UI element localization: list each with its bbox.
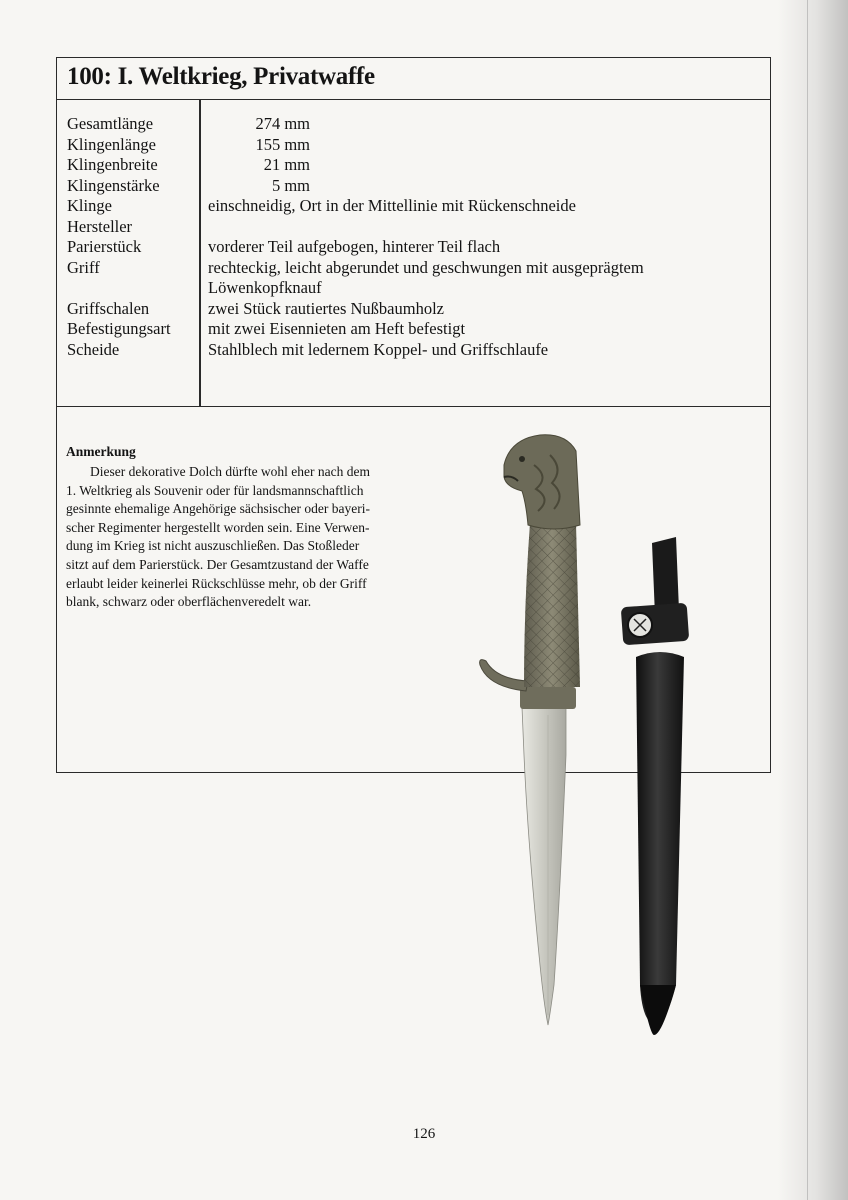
spec-label-hersteller: Hersteller [67,216,133,236]
spec-label-klingenstaerke: Klingenstärke [67,175,160,195]
spec-label-klinge: Klinge [67,196,112,215]
note-heading: Anmerkung [66,444,136,459]
note-line: Dieser dekorative Dolch dürfte wohl eher nach dem [90,464,371,479]
column-divider [199,100,201,406]
spec-label-parierstueck: Parierstück [67,237,142,256]
spec-value-befestigungsart: mit zwei Eisennieten am Heft befestigt [208,319,466,338]
spec-label-scheide: Scheide [67,339,120,359]
note-line: 1. Weltkrieg als Souvenir oder für landsmannschaftlich [66,482,364,498]
spec-value-parierstueck: vorderer Teil aufgebogen, hinterer Teil flach [208,237,501,256]
spec-value-klingenbreite: 21 mm [263,155,310,174]
spec-label-gesamtlaenge: Gesamtlänge [67,114,154,133]
spec-value-klingenlaenge: 155 mm [255,134,310,154]
spec-label-befestigungsart: Befestigungsart [67,319,171,338]
spec-value-klingenstaerke: 5 mm [271,175,310,195]
note-line: blank, schwarz oder oberflächenveredelt war. [66,594,312,610]
spec-value-gesamtlaenge: 274 mm [255,114,310,133]
spec-value-griff-continued: Löwenkopfknauf [208,278,322,297]
spec-label-griff: Griff [67,257,100,277]
spec-value-scheide: Stahlblech mit ledernem Koppel- und Griffschlaufe [208,339,549,359]
spec-label-klingenbreite: Klingenbreite [67,155,158,174]
note-line: sitzt auf dem Parierstück. Der Gesamtzustand der Waffe [66,557,369,572]
entry-title: 100: I. Weltkrieg, Privatwaffe [67,63,375,90]
dagger-and-scabbard-photo [440,425,740,1065]
note-line: scher Regimenter hergestellt worden sein. Eine Verwen- [66,519,370,535]
note-line: gesinnte ehemalige Angehörige sächsischer oder bayeri- [66,501,371,517]
dagger [480,435,580,1025]
page-edge-shadow [778,0,848,1200]
note-line: dung im Krieg ist nicht auszuschließen. Das Stoßleder [66,538,360,554]
specification-table [57,100,770,407]
title-row [57,58,770,100]
scabbard [621,537,689,1035]
spec-label-klingenlaenge: Klingenlänge [67,134,156,154]
page-edge-line [807,0,808,1200]
spec-value-griffschalen: zwei Stück rautiertes Nußbaumholz [208,298,444,318]
page-number: 126 [412,1126,436,1142]
spec-value-griff: rechteckig, leicht abgerundet und geschwungen mit ausgeprägtem [208,257,644,277]
spec-label-griffschalen: Griffschalen [67,298,150,318]
note-line: erlaubt leider keinerlei Rückschlüsse mehr, ob der Griff [66,575,367,591]
spec-value-klinge: einschneidig, Ort in der Mittellinie mit Rückenschneide [208,196,576,215]
